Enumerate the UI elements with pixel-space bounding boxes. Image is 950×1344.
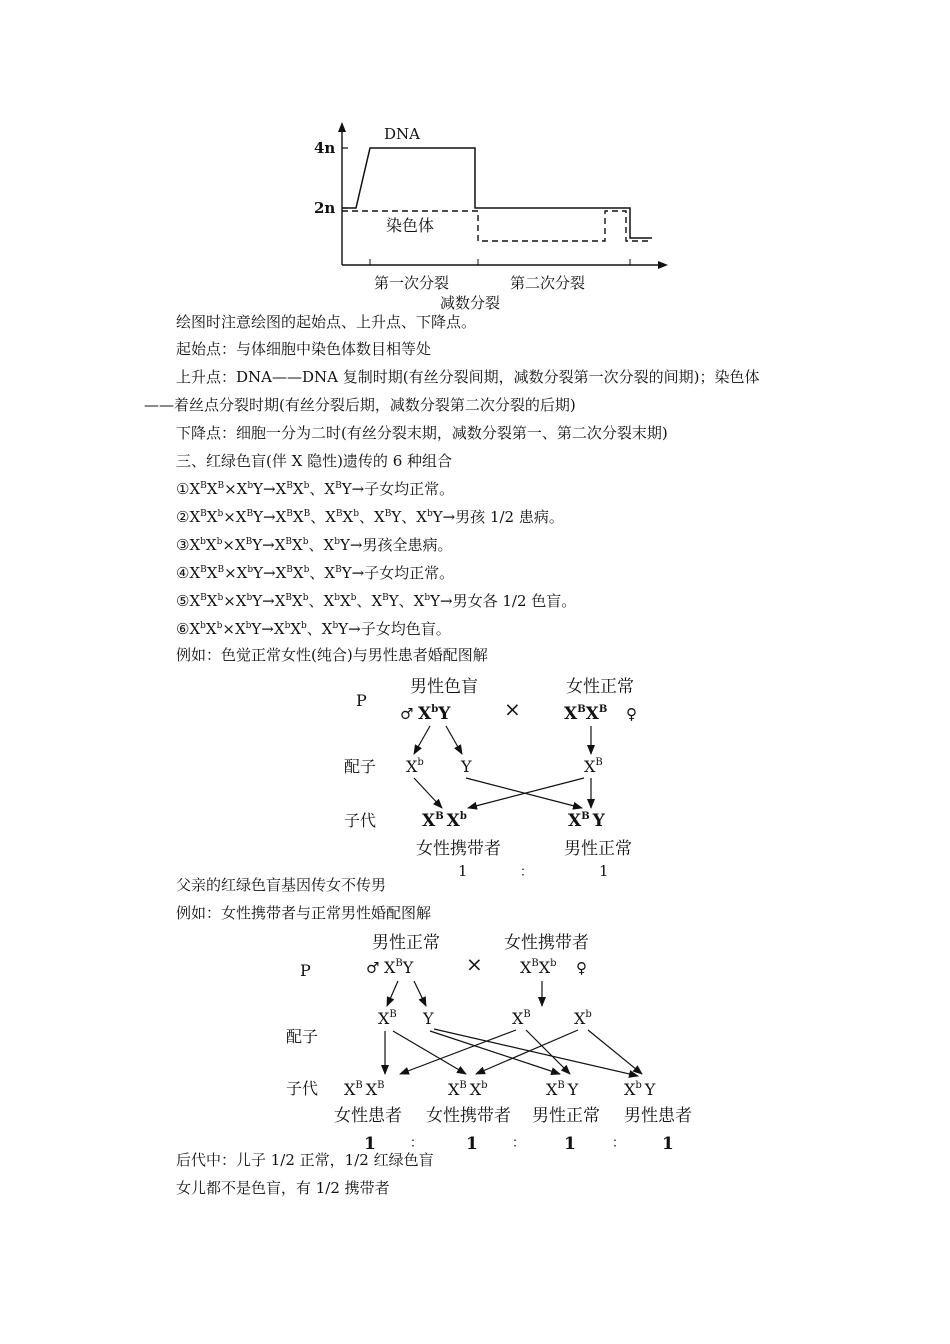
allele-superscript: B [200, 481, 207, 491]
allele-superscript: b [217, 509, 224, 519]
genotype-token: × [224, 480, 237, 498]
phenotype-female-affected: 女性患者 [334, 1106, 402, 1126]
allele-x: X [206, 592, 218, 610]
combo-number: ⑥ [176, 620, 190, 638]
ratio-sep-3: ： [612, 1136, 626, 1151]
allele-superscript: B [217, 481, 225, 491]
genotype-token: Y [338, 620, 349, 638]
ratio-2: 1 [466, 1134, 478, 1154]
genotype-token: Y [341, 480, 352, 498]
genotype-token: Y [341, 564, 352, 582]
allele-x: X [235, 508, 247, 526]
father-title: 男性正常 [372, 933, 440, 953]
example1-conclusion: 父亲的红绿色盲基因传女不传男 [176, 876, 387, 894]
offspring-xbxsb: $X^B$ $X^b$ [448, 1080, 488, 1099]
ratio-1: 1 [458, 862, 468, 880]
combo-number: ④ [176, 564, 190, 582]
row-label-p: P [356, 691, 367, 710]
paragraph-start-point: 起始点：与体细胞中染色体数目相等处 [176, 340, 432, 358]
allele-superscript: b [332, 621, 339, 631]
arrow-mxb-to-xbxb [400, 1030, 516, 1074]
genotype-token: Y [252, 592, 263, 610]
combo-line [176, 479, 454, 499]
genotype-token: Y [339, 536, 350, 554]
allele-superscript: b [303, 565, 310, 575]
allele-superscript: b [284, 621, 291, 631]
allele-superscript: B [286, 509, 293, 519]
combo-number: ③ [176, 536, 190, 554]
genotype-token: Y [253, 508, 264, 526]
allele-x: X [189, 620, 201, 638]
allele-x: X [339, 592, 351, 610]
allele-superscript: B [245, 537, 253, 547]
allele-x: X [234, 620, 246, 638]
mother-title: 女性正常 [566, 677, 634, 697]
allele-superscript: B [335, 509, 343, 519]
genotype-token: 、 [308, 536, 324, 554]
combo-number: ① [176, 480, 190, 498]
allele-superscript: B [335, 481, 342, 491]
allele-x: X [321, 620, 333, 638]
combo-result: →男孩全患病。 [349, 536, 453, 554]
allele-x: X [274, 592, 286, 610]
ratio-1: 1 [364, 1134, 376, 1154]
gamete-xb-mother: $X^B$ [512, 1009, 531, 1028]
allele-x: X [324, 480, 336, 498]
combo-result: →子女均正常。 [351, 480, 455, 498]
genotype-token: Y [391, 508, 402, 526]
example2-intro: 例如：女性携带者与正常男性婚配图解 [176, 904, 432, 922]
allele-x: X [206, 508, 218, 526]
genotype-token: → [262, 536, 275, 554]
x-axis-title: 减数分裂 [440, 294, 501, 312]
genotype-token: × [222, 620, 235, 638]
genotype-token: 、 [356, 592, 372, 610]
cross-sign: × [504, 697, 521, 721]
allele-x: X [273, 620, 285, 638]
gamete-xb-father: $X^B$ [378, 1009, 397, 1028]
male-symbol: ♂ [400, 705, 414, 723]
gamete-y-father: Y [423, 1009, 434, 1028]
row-label-gamete: 配子 [286, 1027, 319, 1046]
allele-superscript: B [384, 509, 392, 519]
allele-superscript: B [382, 593, 389, 603]
allele-superscript: b [216, 537, 223, 547]
y-tick-label-2n: 2n [314, 199, 336, 217]
allele-x: X [189, 480, 201, 498]
genotype-token: 、 [401, 508, 417, 526]
genotype-token: 、 [309, 480, 325, 498]
cross-diagram-2 [280, 926, 720, 1156]
x-axis-arrow [658, 261, 668, 269]
genotype-token: → [261, 620, 274, 638]
combo-result: →男孩 1/2 患病。 [442, 508, 564, 526]
row-label-gamete: 配子 [344, 757, 377, 776]
allele-x: X [342, 508, 354, 526]
allele-superscript: B [217, 565, 225, 575]
allele-superscript: b [302, 537, 309, 547]
allele-x: X [205, 536, 217, 554]
arrow-father-to-y [446, 726, 462, 754]
offspring-daughter-genotype: $X^B$ $X^b$ [422, 811, 467, 831]
allele-superscript: b [200, 621, 206, 631]
offspring-xsby: $X^b$ Y [624, 1080, 656, 1099]
allele-x: X [325, 508, 336, 526]
allele-superscript: b [303, 481, 310, 491]
ratio-sep-1: ： [410, 1136, 424, 1151]
allele-superscript: B [285, 593, 293, 603]
genotype-token: × [224, 564, 237, 582]
genotype-token: → [263, 508, 276, 526]
arrow-father-to-xb [414, 726, 430, 754]
dna-label: DNA [384, 125, 420, 143]
genotype-token: 、 [310, 508, 326, 526]
paragraph-fall-point: 下降点：细胞一分为二时(有丝分裂末期，减数分裂第一、第二次分裂末期) [176, 424, 668, 442]
father-genotype: $X^BY$ [384, 958, 414, 977]
allele-superscript: B [200, 509, 207, 519]
allele-superscript: b [217, 593, 224, 603]
allele-x: X [236, 564, 248, 582]
arrow-y-to-xsby [434, 1029, 638, 1076]
ratio-2: 1 [599, 862, 609, 880]
arrow-father-to-xb [387, 981, 398, 1006]
genotype-token: × [222, 536, 235, 554]
allele-x: X [323, 592, 335, 610]
combo-number: ⑤ [176, 592, 190, 610]
ratio-sep: ： [520, 865, 534, 880]
genotype-token: Y [388, 592, 399, 610]
gamete-xsmallb-mother: $X^b$ [574, 1009, 592, 1028]
cross-diagram-1 [330, 668, 670, 880]
gamete-y-father: Y [461, 757, 472, 776]
allele-x: X [290, 620, 302, 638]
father-genotype: $X^bY$ [418, 704, 451, 724]
allele-x: X [292, 508, 304, 526]
male-symbol: ♂ [366, 959, 380, 977]
combo-result: →男女各 1/2 色盲。 [440, 592, 577, 610]
allele-superscript: b [246, 593, 253, 603]
ratio-4: 1 [662, 1134, 674, 1154]
genotype-token: Y [432, 508, 443, 526]
phenotype-male-normal: 男性正常 [564, 839, 632, 859]
section-heading-colorblind: 三、红绿色盲(伴 X 隐性)遗传的 6 种组合 [176, 452, 453, 470]
genotype-token: → [262, 592, 275, 610]
combo-line [176, 535, 452, 555]
allele-x: X [274, 536, 286, 554]
allele-superscript: b [301, 621, 307, 631]
allele-superscript: b [334, 537, 340, 547]
ratio-sep-2: ： [512, 1136, 526, 1151]
allele-x: X [324, 564, 336, 582]
paragraph-drawing-note: 绘图时注意绘图的起始点、上升点、下降点。 [176, 313, 477, 331]
ratio-3: 1 [564, 1134, 576, 1154]
allele-x: X [189, 564, 201, 582]
allele-superscript: b [245, 621, 252, 631]
y-axis-arrow [338, 122, 346, 132]
genotype-token: 、 [359, 508, 375, 526]
genotype-token: 、 [309, 564, 325, 582]
allele-x: X [235, 592, 247, 610]
x-label-second-division: 第二次分裂 [510, 274, 586, 292]
combo-result: →子女均正常。 [351, 564, 455, 582]
allele-x: X [206, 480, 218, 498]
allele-superscript: b [424, 593, 431, 603]
row-label-offspring: 子代 [344, 811, 377, 830]
allele-superscript: B [285, 537, 293, 547]
genotype-token: × [223, 508, 236, 526]
row-label-offspring: 子代 [286, 1079, 319, 1098]
offspring-xbxb: $X^B$ $X^B$ [344, 1080, 385, 1099]
father-title: 男性色盲 [410, 677, 478, 697]
allele-x: X [234, 536, 246, 554]
allele-superscript: B [200, 565, 207, 575]
x-label-first-division: 第一次分裂 [374, 274, 450, 292]
example2-conclusion-sons: 后代中：儿子 1/2 正常，1/2 红绿色盲 [176, 1151, 434, 1169]
allele-superscript: b [353, 509, 359, 519]
chromosome-label: 染色体 [386, 216, 435, 235]
offspring-xby: $X^B$ Y [546, 1080, 579, 1099]
phenotype-female-carrier: 女性携带者 [426, 1106, 511, 1126]
combo-number: ② [176, 508, 190, 526]
allele-x: X [292, 564, 304, 582]
combo-result: →子女均色盲。 [348, 620, 451, 638]
arrow-xb-to-daughter [414, 778, 442, 808]
phenotype-female-carrier: 女性携带者 [416, 839, 501, 859]
allele-superscript: b [200, 537, 206, 547]
allele-x: X [323, 536, 335, 554]
gamete-xb-father: $X^b$ [406, 757, 424, 776]
allele-superscript: B [246, 509, 254, 519]
allele-superscript: b [302, 593, 309, 603]
offspring-son-genotype: $X^B$ Y [568, 811, 605, 831]
genotype-token: 、 [308, 592, 324, 610]
mother-genotype: $X^BX^B$ [564, 704, 608, 724]
allele-x: X [205, 620, 217, 638]
meiosis-chart [300, 110, 680, 315]
phenotype-male-affected: 男性患者 [624, 1106, 692, 1126]
genotype-token: Y [251, 620, 262, 638]
allele-x: X [416, 508, 427, 526]
genotype-token: → [263, 564, 276, 582]
combo-line [176, 563, 454, 583]
genotype-token: 、 [398, 592, 414, 610]
paragraph-rise-point-cont: ——着丝点分裂时期(有丝分裂后期，减数分裂第二次分裂的后期) [144, 396, 576, 414]
cross-sign: × [466, 952, 483, 976]
mother-genotype: $X^BX^b$ [520, 958, 557, 977]
allele-x: X [292, 536, 303, 554]
allele-superscript: B [303, 509, 311, 519]
paragraph-rise-point: 上升点：DNA——DNA 复制时期(有丝分裂间期，减数分裂第一次分裂的间期)；染色体 [176, 368, 760, 386]
genotype-token: 、 [306, 620, 322, 638]
allele-x: X [206, 564, 218, 582]
allele-superscript: B [286, 565, 293, 575]
allele-x: X [275, 508, 287, 526]
y-tick-label-4n: 4n [314, 139, 336, 157]
female-symbol: ♀ [576, 959, 587, 977]
genotype-token: × [223, 592, 236, 610]
allele-superscript: b [426, 509, 433, 519]
combo-line [176, 619, 451, 639]
row-label-p: P [300, 961, 311, 980]
genotype-token: → [263, 480, 276, 498]
allele-x: X [189, 536, 201, 554]
genotype-token: Y [430, 592, 441, 610]
allele-superscript: b [216, 621, 223, 631]
genotype-token: Y [252, 536, 263, 554]
allele-x: X [236, 480, 248, 498]
phenotype-male-normal: 男性正常 [532, 1106, 600, 1126]
mother-title: 女性携带者 [504, 933, 589, 953]
allele-x: X [374, 508, 385, 526]
example1-intro: 例如：色觉正常女性(纯合)与男性患者婚配图解 [176, 646, 488, 664]
arrow-father-to-y [414, 981, 426, 1006]
allele-x: X [189, 508, 201, 526]
female-symbol: ♀ [626, 705, 637, 723]
allele-superscript: b [247, 481, 254, 491]
allele-superscript: B [335, 565, 342, 575]
combo-line [176, 507, 564, 527]
allele-superscript: b [247, 565, 254, 575]
allele-superscript: B [286, 481, 293, 491]
allele-superscript: b [350, 593, 357, 603]
genotype-token: Y [253, 564, 264, 582]
allele-x: X [189, 592, 201, 610]
example2-conclusion-daughters: 女儿都不是色盲，有 1/2 携带者 [176, 1179, 390, 1197]
allele-superscript: b [334, 593, 340, 603]
combo-line [176, 591, 576, 611]
allele-x: X [292, 480, 304, 498]
allele-x: X [413, 592, 425, 610]
allele-x: X [371, 592, 383, 610]
arrow-mxsb-to-xsby [588, 1030, 642, 1074]
genotype-token: Y [253, 480, 264, 498]
gamete-xb-mother: $X^B$ [584, 757, 603, 776]
allele-x: X [275, 480, 287, 498]
allele-x: X [292, 592, 303, 610]
allele-superscript: B [200, 593, 207, 603]
allele-x: X [275, 564, 287, 582]
